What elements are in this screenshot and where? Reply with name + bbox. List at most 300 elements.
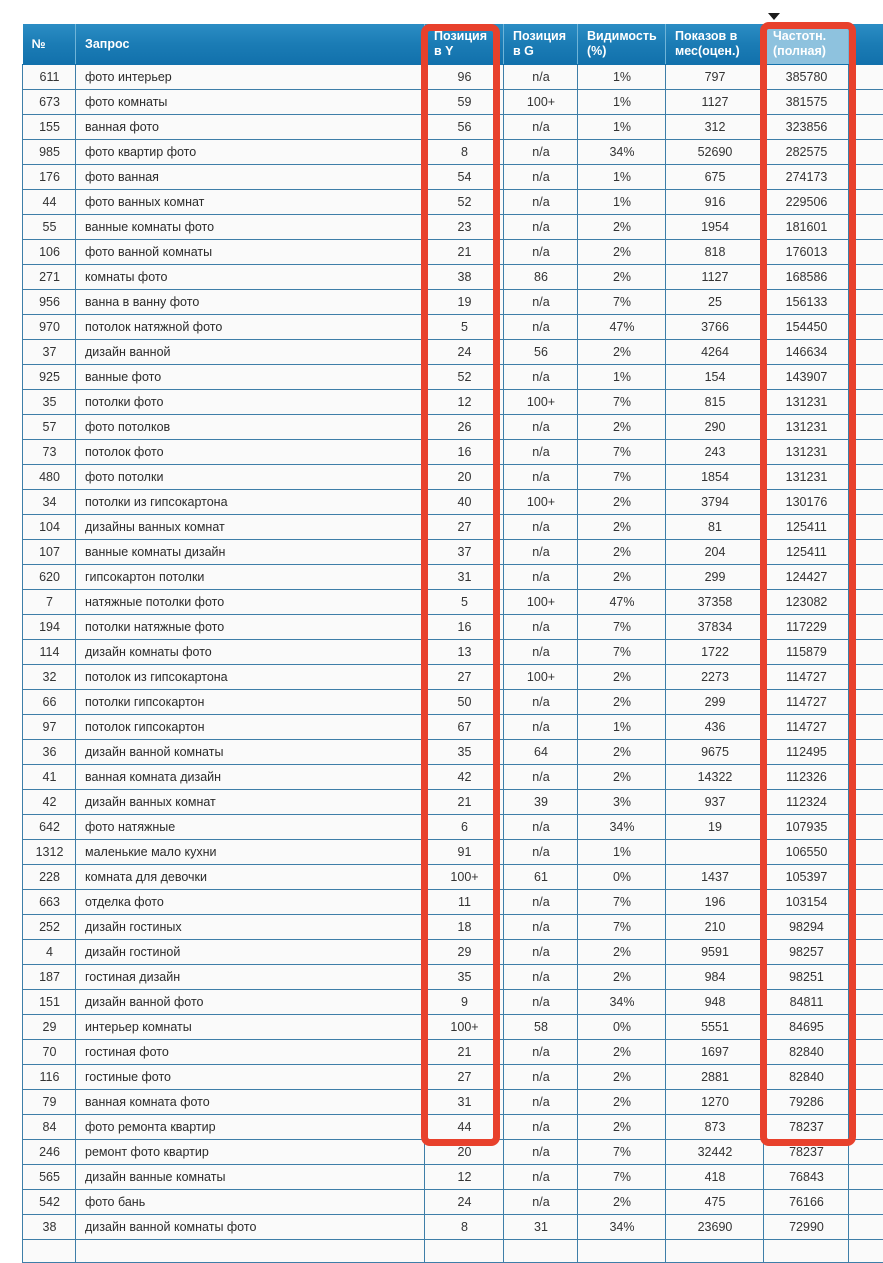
cell-num: 620 xyxy=(23,565,76,590)
cell-position-g: 39 xyxy=(504,790,578,815)
cell-frequency: 112324 xyxy=(764,790,849,815)
table-row[interactable] xyxy=(23,540,883,565)
cell-position-y: 38 xyxy=(425,265,504,290)
cell-visibility: 2% xyxy=(578,215,666,240)
cell-num: 106 xyxy=(23,240,76,265)
cell-query: ванная комната дизайн xyxy=(76,765,425,790)
table-row[interactable] xyxy=(23,640,883,665)
cell-query: дизайн ванной фото xyxy=(76,990,425,1015)
cell-query: потолки фото xyxy=(76,390,425,415)
column-header-frequency-full[interactable]: Частотн. (полная) xyxy=(764,24,849,65)
cell-num xyxy=(23,1240,76,1263)
cell-position-y: 24 xyxy=(425,340,504,365)
cell-visibility: 7% xyxy=(578,1140,666,1165)
table-row[interactable] xyxy=(23,390,883,415)
cell-frequency: 156133 xyxy=(764,290,849,315)
cell-num: 42 xyxy=(23,790,76,815)
cell-query: ванная комната фото xyxy=(76,1090,425,1115)
table-row[interactable] xyxy=(23,815,883,840)
cell-position-y: 40 xyxy=(425,490,504,515)
keyword-positions-table xyxy=(22,24,883,1263)
table-row[interactable] xyxy=(23,1065,883,1090)
column-header-query[interactable]: Запрос xyxy=(76,24,425,65)
cell-query: интерьер комнаты xyxy=(76,1015,425,1040)
table-row[interactable] xyxy=(23,940,883,965)
table-row[interactable] xyxy=(23,565,883,590)
cell-visibility: 7% xyxy=(578,1165,666,1190)
cell-extra xyxy=(849,190,883,215)
cell-extra xyxy=(849,890,883,915)
cell-frequency: 112326 xyxy=(764,765,849,790)
cell-frequency: 130176 xyxy=(764,490,849,515)
cell-visibility: 1% xyxy=(578,715,666,740)
cell-query: отделка фото xyxy=(76,890,425,915)
cell-num: 116 xyxy=(23,1065,76,1090)
cell-extra xyxy=(849,290,883,315)
cell-impressions: 37834 xyxy=(666,615,764,640)
cell-query: потолки натяжные фото xyxy=(76,615,425,640)
cell-position-g: n/a xyxy=(504,765,578,790)
cell-frequency: 79286 xyxy=(764,1090,849,1115)
column-header-impressions[interactable]: Показов в мес(оцен.) xyxy=(666,24,764,65)
cell-impressions: 873 xyxy=(666,1115,764,1140)
cell-position-y: 8 xyxy=(425,140,504,165)
cell-visibility: 1% xyxy=(578,115,666,140)
cell-num: 246 xyxy=(23,1140,76,1165)
cell-extra xyxy=(849,1140,883,1165)
cell-num: 970 xyxy=(23,315,76,340)
cell-num: 252 xyxy=(23,915,76,940)
cell-visibility: 2% xyxy=(578,665,666,690)
cell-frequency: 106550 xyxy=(764,840,849,865)
cell-frequency: 107935 xyxy=(764,815,849,840)
cell-impressions xyxy=(666,1240,764,1263)
cell-num: 66 xyxy=(23,690,76,715)
table-row[interactable] xyxy=(23,165,883,190)
cell-extra xyxy=(849,540,883,565)
cell-frequency: 76843 xyxy=(764,1165,849,1190)
cell-num: 642 xyxy=(23,815,76,840)
cell-extra xyxy=(849,640,883,665)
cell-query: потолки гипсокартон xyxy=(76,690,425,715)
table-row[interactable] xyxy=(23,90,883,115)
table-row[interactable] xyxy=(23,990,883,1015)
table-row[interactable] xyxy=(23,415,883,440)
cell-query xyxy=(76,1240,425,1263)
cell-extra xyxy=(849,365,883,390)
table-row[interactable] xyxy=(23,1115,883,1140)
cell-position-y: 91 xyxy=(425,840,504,865)
cell-num: 673 xyxy=(23,90,76,115)
cell-query: гостиные фото xyxy=(76,1065,425,1090)
cell-query: натяжные потолки фото xyxy=(76,590,425,615)
table-row[interactable] xyxy=(23,740,883,765)
cell-position-g: n/a xyxy=(504,640,578,665)
table-row[interactable] xyxy=(23,915,883,940)
cell-position-g: 64 xyxy=(504,740,578,765)
cell-extra xyxy=(849,840,883,865)
cell-position-g: n/a xyxy=(504,290,578,315)
cell-visibility: 2% xyxy=(578,515,666,540)
column-header-position-yandex[interactable]: Позиция в Y xyxy=(425,24,504,65)
cell-extra xyxy=(849,340,883,365)
cell-position-y: 100+ xyxy=(425,865,504,890)
cell-position-y: 52 xyxy=(425,365,504,390)
cell-impressions: 1722 xyxy=(666,640,764,665)
column-header-extra[interactable] xyxy=(849,24,883,65)
cell-num: 32 xyxy=(23,665,76,690)
cell-num: 70 xyxy=(23,1040,76,1065)
cell-frequency: 323856 xyxy=(764,115,849,140)
cell-query: ванная фото xyxy=(76,115,425,140)
cell-query: дизайны ванных комнат xyxy=(76,515,425,540)
table-row[interactable] xyxy=(23,890,883,915)
table-row[interactable] xyxy=(23,690,883,715)
cell-visibility: 2% xyxy=(578,540,666,565)
cell-position-y: 21 xyxy=(425,240,504,265)
cell-frequency: 168586 xyxy=(764,265,849,290)
cell-num: 84 xyxy=(23,1115,76,1140)
cell-position-g: n/a xyxy=(504,690,578,715)
cell-visibility: 1% xyxy=(578,165,666,190)
cell-impressions: 797 xyxy=(666,65,764,90)
column-header-position-google[interactable]: Позиция в G xyxy=(504,24,578,65)
cell-position-g: 61 xyxy=(504,865,578,890)
cell-position-y: 59 xyxy=(425,90,504,115)
cell-query: фото комнаты xyxy=(76,90,425,115)
table-row[interactable] xyxy=(23,140,883,165)
cell-num: 925 xyxy=(23,365,76,390)
cell-position-g: n/a xyxy=(504,815,578,840)
cell-position-g: n/a xyxy=(504,515,578,540)
cell-frequency: 76166 xyxy=(764,1190,849,1215)
table-row[interactable] xyxy=(23,1190,883,1215)
cell-impressions: 1437 xyxy=(666,865,764,890)
cell-position-y: 37 xyxy=(425,540,504,565)
cell-extra xyxy=(849,615,883,640)
cell-visibility: 7% xyxy=(578,915,666,940)
cell-impressions: 1270 xyxy=(666,1090,764,1115)
cell-position-y: 96 xyxy=(425,65,504,90)
cell-extra xyxy=(849,165,883,190)
cell-position-y: 13 xyxy=(425,640,504,665)
cell-visibility: 34% xyxy=(578,140,666,165)
cell-visibility: 2% xyxy=(578,1040,666,1065)
cell-position-y: 18 xyxy=(425,915,504,940)
cell-impressions: 23690 xyxy=(666,1215,764,1240)
cell-position-g: n/a xyxy=(504,990,578,1015)
cell-num: 663 xyxy=(23,890,76,915)
cell-impressions: 37358 xyxy=(666,590,764,615)
table-row[interactable] xyxy=(23,790,883,815)
cell-query: ванные комнаты дизайн xyxy=(76,540,425,565)
cell-position-y: 56 xyxy=(425,115,504,140)
cell-position-g: n/a xyxy=(504,165,578,190)
cell-visibility xyxy=(578,1240,666,1263)
cell-position-g: n/a xyxy=(504,415,578,440)
table-row[interactable] xyxy=(23,1140,883,1165)
cell-position-y: 31 xyxy=(425,565,504,590)
cell-position-y: 52 xyxy=(425,190,504,215)
cell-impressions: 937 xyxy=(666,790,764,815)
cell-extra xyxy=(849,90,883,115)
cell-position-y: 6 xyxy=(425,815,504,840)
cell-position-g: n/a xyxy=(504,115,578,140)
cell-frequency: 274173 xyxy=(764,165,849,190)
cell-query: ванные фото xyxy=(76,365,425,390)
cell-position-y: 35 xyxy=(425,965,504,990)
cell-frequency: 131231 xyxy=(764,415,849,440)
table-row[interactable] xyxy=(23,440,883,465)
cell-position-y: 20 xyxy=(425,465,504,490)
cell-extra xyxy=(849,940,883,965)
cell-impressions: 204 xyxy=(666,540,764,565)
cell-extra xyxy=(849,515,883,540)
cell-visibility: 7% xyxy=(578,390,666,415)
cell-num: 36 xyxy=(23,740,76,765)
cell-position-g: n/a xyxy=(504,615,578,640)
cell-extra xyxy=(849,1115,883,1140)
cell-frequency: 131231 xyxy=(764,440,849,465)
cell-position-g: 56 xyxy=(504,340,578,365)
cell-num: 985 xyxy=(23,140,76,165)
cell-query: фото натяжные xyxy=(76,815,425,840)
table-row[interactable] xyxy=(23,265,883,290)
cell-visibility: 34% xyxy=(578,990,666,1015)
cell-position-g: n/a xyxy=(504,440,578,465)
cell-num: 41 xyxy=(23,765,76,790)
table-row[interactable] xyxy=(23,1215,883,1240)
table-row[interactable] xyxy=(23,590,883,615)
cell-visibility: 34% xyxy=(578,1215,666,1240)
cell-impressions: 948 xyxy=(666,990,764,1015)
cell-query: комнаты фото xyxy=(76,265,425,290)
cell-visibility: 1% xyxy=(578,840,666,865)
cell-impressions: 984 xyxy=(666,965,764,990)
cell-num: 73 xyxy=(23,440,76,465)
table-row[interactable] xyxy=(23,715,883,740)
cell-position-y: 67 xyxy=(425,715,504,740)
cell-query: фото ремонта квартир xyxy=(76,1115,425,1140)
table-row[interactable] xyxy=(23,465,883,490)
cell-num: 611 xyxy=(23,65,76,90)
cell-extra xyxy=(849,1240,883,1263)
cell-position-y: 31 xyxy=(425,1090,504,1115)
cell-visibility: 2% xyxy=(578,340,666,365)
table-row[interactable] xyxy=(23,1015,883,1040)
table-row[interactable] xyxy=(23,365,883,390)
cell-position-y: 27 xyxy=(425,665,504,690)
cell-position-g: n/a xyxy=(504,540,578,565)
table-row[interactable] xyxy=(23,1040,883,1065)
cell-position-y: 11 xyxy=(425,890,504,915)
cell-frequency: 143907 xyxy=(764,365,849,390)
cell-frequency: 112495 xyxy=(764,740,849,765)
table-row[interactable] xyxy=(23,315,883,340)
cell-query: дизайн гостиной xyxy=(76,940,425,965)
cell-num: 34 xyxy=(23,490,76,515)
table-row[interactable] xyxy=(23,1165,883,1190)
cell-position-g: n/a xyxy=(504,840,578,865)
cell-position-g: 100+ xyxy=(504,590,578,615)
cell-frequency: 82840 xyxy=(764,1065,849,1090)
cell-visibility: 2% xyxy=(578,240,666,265)
cell-num: 97 xyxy=(23,715,76,740)
cell-position-y: 50 xyxy=(425,690,504,715)
table-row[interactable] xyxy=(23,865,883,890)
cell-query: дизайн ванные комнаты xyxy=(76,1165,425,1190)
cell-impressions: 2881 xyxy=(666,1065,764,1090)
cell-frequency: 125411 xyxy=(764,540,849,565)
table-row[interactable] xyxy=(23,1240,883,1263)
cell-impressions: 299 xyxy=(666,690,764,715)
table-row[interactable] xyxy=(23,665,883,690)
cell-frequency: 82840 xyxy=(764,1040,849,1065)
cell-frequency: 124427 xyxy=(764,565,849,590)
cell-position-g: 100+ xyxy=(504,665,578,690)
cell-num: 104 xyxy=(23,515,76,540)
cell-query: потолок натяжной фото xyxy=(76,315,425,340)
cell-position-g: n/a xyxy=(504,465,578,490)
cell-frequency: 385780 xyxy=(764,65,849,90)
cell-visibility: 47% xyxy=(578,315,666,340)
cell-query: фото квартир фото xyxy=(76,140,425,165)
cell-position-y: 27 xyxy=(425,1065,504,1090)
table-row[interactable] xyxy=(23,290,883,315)
table-row[interactable] xyxy=(23,115,883,140)
cell-query: дизайн ванных комнат xyxy=(76,790,425,815)
cell-num: 480 xyxy=(23,465,76,490)
cell-position-g: n/a xyxy=(504,1165,578,1190)
cell-extra xyxy=(849,1065,883,1090)
cell-position-g: n/a xyxy=(504,65,578,90)
table-row[interactable] xyxy=(23,340,883,365)
cell-visibility: 7% xyxy=(578,640,666,665)
cell-position-y: 16 xyxy=(425,440,504,465)
cell-position-y: 23 xyxy=(425,215,504,240)
cell-position-y: 20 xyxy=(425,1140,504,1165)
column-header-visibility[interactable]: Видимость (%) xyxy=(578,24,666,65)
cell-query: потолки из гипсокартона xyxy=(76,490,425,515)
table-header-row xyxy=(23,24,883,65)
column-header-num[interactable]: № xyxy=(23,24,76,65)
cell-impressions: 32442 xyxy=(666,1140,764,1165)
cell-query: маленькие мало кухни xyxy=(76,840,425,865)
cell-impressions: 312 xyxy=(666,115,764,140)
cell-position-g: 100+ xyxy=(504,490,578,515)
table-row[interactable] xyxy=(23,515,883,540)
cell-visibility: 2% xyxy=(578,965,666,990)
cell-frequency: 146634 xyxy=(764,340,849,365)
table-row[interactable] xyxy=(23,65,883,90)
cell-position-g: n/a xyxy=(504,890,578,915)
cell-impressions: 19 xyxy=(666,815,764,840)
cell-num: 35 xyxy=(23,390,76,415)
cell-visibility: 34% xyxy=(578,815,666,840)
cell-position-y: 19 xyxy=(425,290,504,315)
cell-frequency: 114727 xyxy=(764,715,849,740)
cell-position-g: 100+ xyxy=(504,390,578,415)
cell-position-y: 8 xyxy=(425,1215,504,1240)
cell-impressions: 81 xyxy=(666,515,764,540)
cell-query: фото ванных комнат xyxy=(76,190,425,215)
cell-visibility: 7% xyxy=(578,465,666,490)
cell-impressions: 815 xyxy=(666,390,764,415)
cell-position-g: 58 xyxy=(504,1015,578,1040)
cell-position-g: n/a xyxy=(504,1065,578,1090)
cell-position-g: 31 xyxy=(504,1215,578,1240)
cell-position-g: n/a xyxy=(504,1115,578,1140)
cell-visibility: 1% xyxy=(578,90,666,115)
cell-visibility: 7% xyxy=(578,615,666,640)
table-row[interactable] xyxy=(23,1090,883,1115)
cell-frequency: 72990 xyxy=(764,1215,849,1240)
cell-query: фото интерьер xyxy=(76,65,425,90)
cell-query: потолок из гипсокартона xyxy=(76,665,425,690)
cell-extra xyxy=(849,140,883,165)
cell-frequency xyxy=(764,1240,849,1263)
cell-position-g: n/a xyxy=(504,315,578,340)
cell-frequency: 98257 xyxy=(764,940,849,965)
cell-frequency: 131231 xyxy=(764,390,849,415)
cell-frequency: 84695 xyxy=(764,1015,849,1040)
cell-extra xyxy=(849,865,883,890)
cell-position-g: n/a xyxy=(504,565,578,590)
cell-frequency: 98251 xyxy=(764,965,849,990)
cell-visibility: 2% xyxy=(578,1115,666,1140)
cell-extra xyxy=(849,915,883,940)
cell-frequency: 381575 xyxy=(764,90,849,115)
table-row[interactable] xyxy=(23,840,883,865)
table-row[interactable] xyxy=(23,765,883,790)
cell-extra xyxy=(849,315,883,340)
cell-impressions: 210 xyxy=(666,915,764,940)
cell-extra xyxy=(849,590,883,615)
cell-impressions: 475 xyxy=(666,1190,764,1215)
cell-extra xyxy=(849,440,883,465)
table-row[interactable] xyxy=(23,190,883,215)
table-row[interactable] xyxy=(23,215,883,240)
cell-query: фото ванная xyxy=(76,165,425,190)
cell-num: 542 xyxy=(23,1190,76,1215)
cell-position-g: n/a xyxy=(504,1090,578,1115)
cell-visibility: 7% xyxy=(578,290,666,315)
cell-position-g: n/a xyxy=(504,965,578,990)
table-row[interactable] xyxy=(23,240,883,265)
cell-position-g: n/a xyxy=(504,915,578,940)
cell-impressions: 675 xyxy=(666,165,764,190)
cell-impressions: 14322 xyxy=(666,765,764,790)
sort-desc-arrow-icon[interactable] xyxy=(768,13,780,20)
cell-extra xyxy=(849,690,883,715)
cell-num: 29 xyxy=(23,1015,76,1040)
cell-visibility: 2% xyxy=(578,765,666,790)
cell-extra xyxy=(849,815,883,840)
table-row[interactable] xyxy=(23,490,883,515)
cell-position-y: 21 xyxy=(425,1040,504,1065)
cell-visibility: 7% xyxy=(578,440,666,465)
table-row[interactable] xyxy=(23,965,883,990)
cell-visibility: 2% xyxy=(578,1090,666,1115)
cell-position-y: 26 xyxy=(425,415,504,440)
cell-position-y: 9 xyxy=(425,990,504,1015)
cell-frequency: 78237 xyxy=(764,1140,849,1165)
cell-query: фото потолки xyxy=(76,465,425,490)
table-row[interactable] xyxy=(23,615,883,640)
cell-frequency: 181601 xyxy=(764,215,849,240)
cell-query: гостиная дизайн xyxy=(76,965,425,990)
cell-extra xyxy=(849,265,883,290)
